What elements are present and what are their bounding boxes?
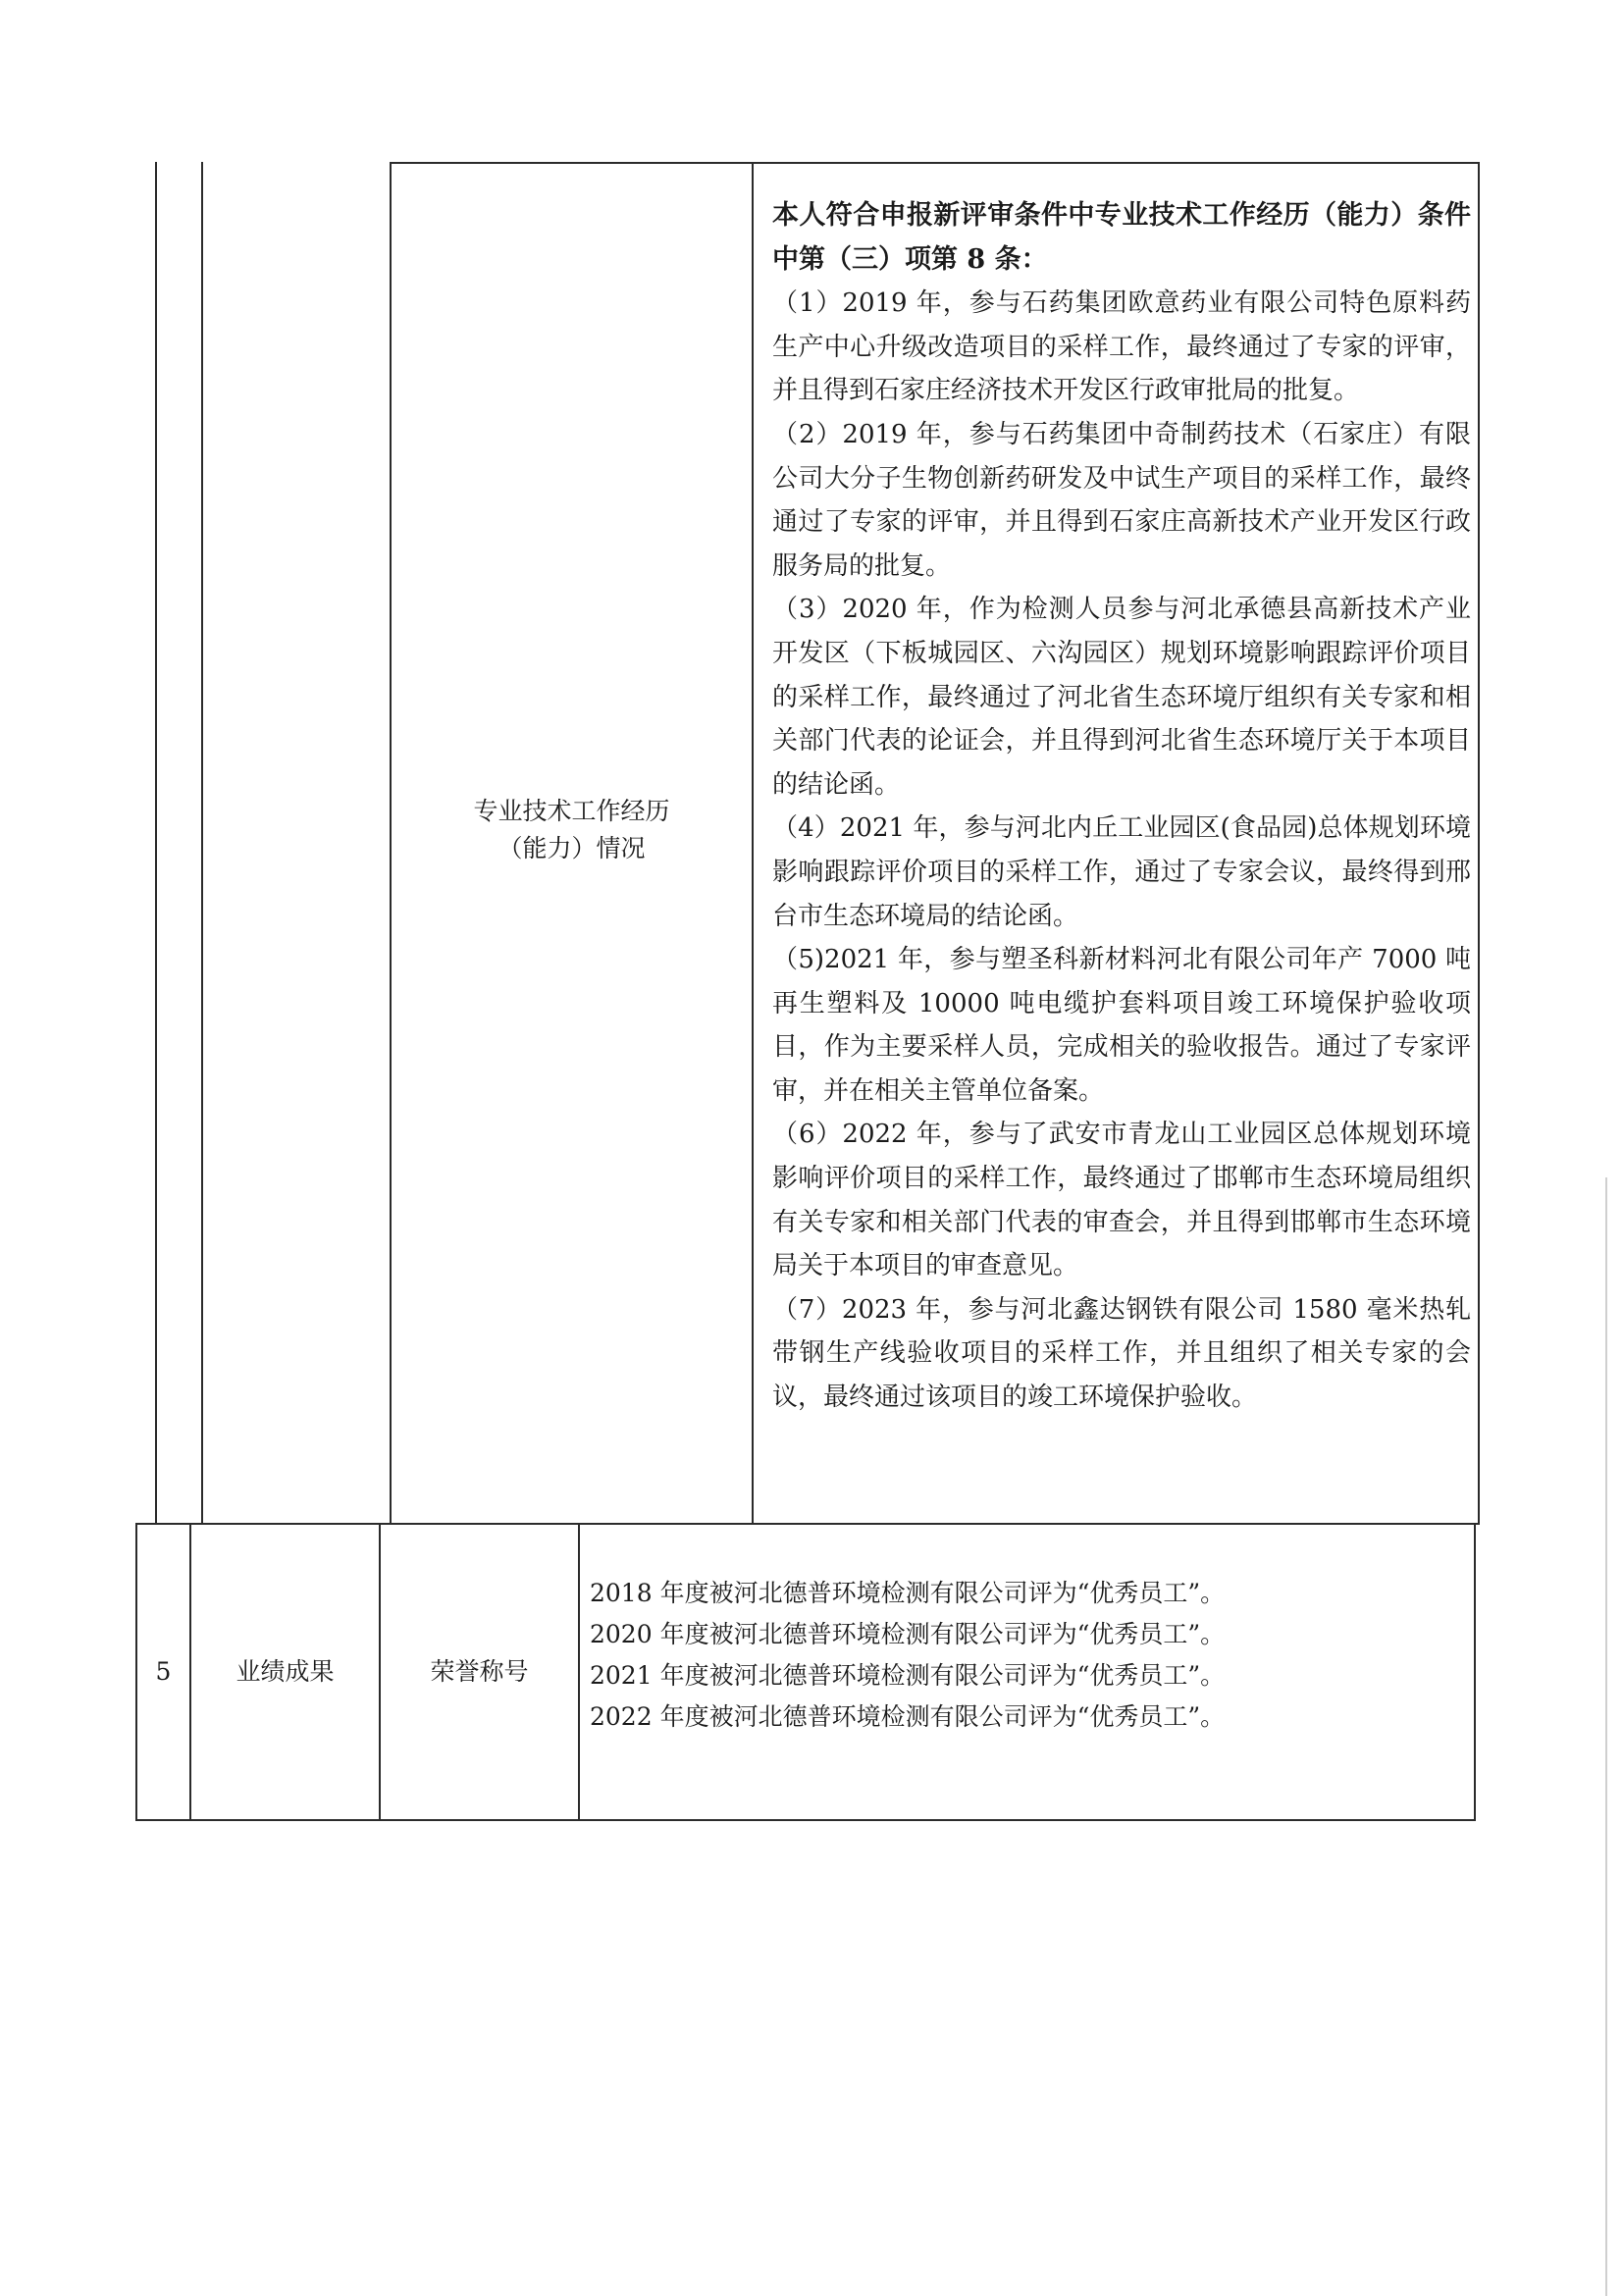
achievement-category: 业绩成果	[236, 1657, 335, 1686]
honor-item-2022: 2022 年度被河北德普环境检测有限公司评为“优秀员工”。	[590, 1702, 1226, 1731]
experience-item-4: （4）2021 年，参与河北内丘工业园区(食品园)总体规划环境影响跟踪评价项目的采样工作，通过了专家会议，最终得到邢台市生态环境局的结论函。	[772, 813, 1471, 931]
experience-details	[772, 194, 1471, 1420]
table-col4-divider-upper	[752, 162, 754, 1523]
table-bottom-border	[135, 1819, 1476, 1821]
honor-item-2020: 2020 年度被河北德普环境检测有限公司评为“优秀员工”。	[590, 1620, 1226, 1648]
honor-list	[590, 1573, 1453, 1738]
table-col3-divider-lower	[578, 1523, 580, 1821]
table-right-border-upper	[1478, 162, 1480, 1523]
experience-heading: 本人符合申报新评审条件中专业技术工作经历（能力）条件中第（三）项第 8 条：	[772, 200, 1471, 275]
experience-item-3: （3）2020 年，作为检测人员参与河北承德县高新技术产业开发区（下板城园区、六沟园区）规划环境影响跟踪评价项目的采样工作，最终通过了河北省生态环境厅组织有关专家和相关部门代表的论证会，并且得到河北省生态环境厅关于本项目的结论函。	[772, 595, 1471, 800]
achievement-number: 5	[155, 1657, 172, 1686]
experience-item-7: （7）2023 年，参与河北鑫达钢铁有限公司 1580 毫米热轧带钢生产线验收项目的采样工作，并且组织了相关专家的会议，最终通过该项目的竣工环境保护验收。	[772, 1294, 1471, 1413]
table-col1-divider-upper	[201, 162, 203, 1523]
experience-item-2: （2）2019 年，参与石药集团中奇制药技术（石家庄）有限公司大分子生物创新药研发及中试生产项目的采样工作，最终通过了专家的评审，并且得到石家庄高新技术产业开发区行政服务局的批复。	[772, 419, 1471, 581]
experience-item-5: （5)2021 年，参与塑圣科新材料河北有限公司年产 7000 吨再生塑料及 10000 吨电缆护套料项目竣工环境保护验收项目，作为主要采样人员，完成相关的验收报告。通过了专家评审，并在相关主管单位备案。	[772, 945, 1471, 1106]
table-top-border	[390, 162, 1480, 164]
experience-label	[392, 793, 752, 867]
experience-item-1: （1）2019 年，参与石药集团欧意药业有限公司特色原料药生产中心升级改造项目的采样工作，最终通过了专家的评审，并且得到石家庄经济技术开发区行政审批局的批复。	[772, 288, 1471, 406]
experience-label-line1: 专业技术工作经历	[473, 797, 670, 825]
table-row-separator	[135, 1523, 1480, 1525]
experience-label-line2: （能力）情况	[497, 834, 646, 862]
honor-item-2021: 2021 年度被河北德普环境检测有限公司评为“优秀员工”。	[590, 1661, 1226, 1690]
scan-edge-mark	[1605, 1177, 1607, 2296]
honor-item-2018: 2018 年度被河北德普环境检测有限公司评为“优秀员工”。	[590, 1579, 1226, 1607]
table-left-border-upper	[155, 162, 157, 1523]
experience-item-6: （6）2022 年，参与了武安市青龙山工业园区总体规划环境影响评价项目的采样工作，最终通过了邯郸市生态环境局组织有关专家和相关部门代表的审查会，并且得到邯郸市生态环境局关于本项目的审查意见。	[772, 1120, 1471, 1281]
achievement-subcategory: 荣誉称号	[430, 1657, 529, 1686]
table-right-border-lower	[1474, 1523, 1476, 1821]
